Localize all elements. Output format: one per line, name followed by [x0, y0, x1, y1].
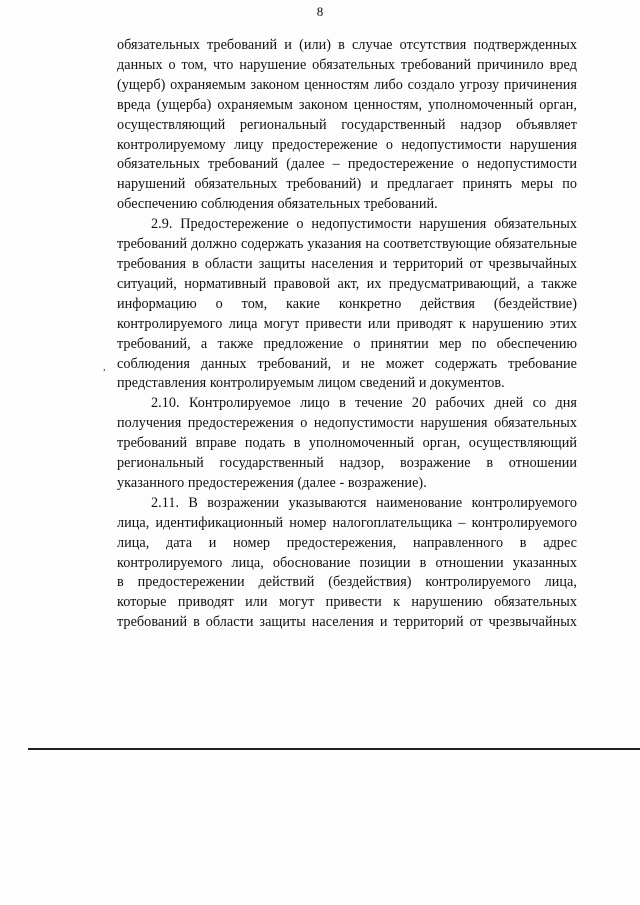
document-body	[117, 36, 577, 633]
text-line: 2.10. Контролируемое лицо в течение 20 рабочих дней со дня	[151, 395, 577, 412]
text-line: осуществляющий региональный государственный надзор объявляет	[117, 116, 577, 133]
text-line: контролируемого лица, обоснование позиции в отношении указанных	[117, 554, 577, 571]
text-line: контролируемому лицу предостережение о недопустимости нарушения	[117, 136, 577, 153]
text-line: в предостережении действий (бездействия) контролируемого лица,	[117, 574, 577, 591]
text-line: получения предостережения о недопустимости нарушения обязательных	[117, 415, 577, 432]
page-number: 8	[316, 4, 324, 19]
text-line: указанного предостережения (далее - возражение).	[117, 474, 427, 491]
text-line: обязательных требований и (или) в случае отсутствия подтвержденных	[117, 37, 577, 53]
text-line: требований вправе подать в уполномоченный орган, осуществляющий	[117, 435, 577, 452]
text-line: соблюдения данных требований, и не может содержать требование	[117, 355, 577, 372]
text-line: данных о том, что нарушение обязательных требований причинило вред	[117, 56, 577, 73]
text-line: лица, дата и номер предостережения, направленного в адрес	[117, 534, 577, 551]
text-line: контролируемого лица могут привести или приводят к нарушению этих	[117, 315, 577, 332]
text-line: требований в области защиты населения и территорий от чрезвычайных	[117, 614, 577, 631]
text-line: вреда (ущерба) охраняемым законом ценностям, уполномоченный орган,	[117, 96, 577, 113]
text-line: обязательных требований (далее – предостережение о недопустимости	[117, 156, 577, 173]
text-line: обеспечению соблюдения обязательных требований.	[117, 196, 438, 213]
text-line: информацию о том, какие конкретно действия (бездействие)	[117, 295, 577, 312]
text-line: которые приводят или могут привести к нарушению обязательных	[117, 594, 577, 611]
text-line: нарушений обязательных требований) и предлагает принять меры по	[117, 176, 577, 193]
text-line: региональный государственный надзор, возражение в отношении	[117, 455, 577, 472]
text-line: представления контролируемым лицом сведений и документов.	[117, 375, 505, 392]
text-line: требований должно содержать указания на соответствующие обязательные	[117, 236, 577, 253]
text-line: ситуаций, нормативный правовой акт, их предусматривающий, а также	[117, 275, 577, 292]
paragraph-2-9	[117, 215, 577, 394]
text-line: требования в области защиты населения и территорий от чрезвычайных	[117, 255, 577, 272]
text-line: (ущерб) охраняемым законом ценностям либо создало угрозу причинения	[117, 76, 577, 93]
text-line: 2.9. Предостережение о недопустимости нарушения обязательных	[151, 216, 577, 233]
text-line: лица, идентификационный номер налогоплательщика – контролируемого	[117, 514, 577, 531]
paragraph-2-11	[117, 494, 577, 633]
page-divider-line	[28, 748, 640, 750]
paragraph-continuation	[117, 36, 577, 215]
text-line: требований, а также предложение о принятии мер по обеспечению	[117, 335, 577, 352]
paragraph-2-10	[117, 394, 577, 494]
margin-mark: ,	[103, 361, 106, 373]
text-line: 2.11. В возражении указываются наименование контролируемого	[151, 494, 577, 511]
